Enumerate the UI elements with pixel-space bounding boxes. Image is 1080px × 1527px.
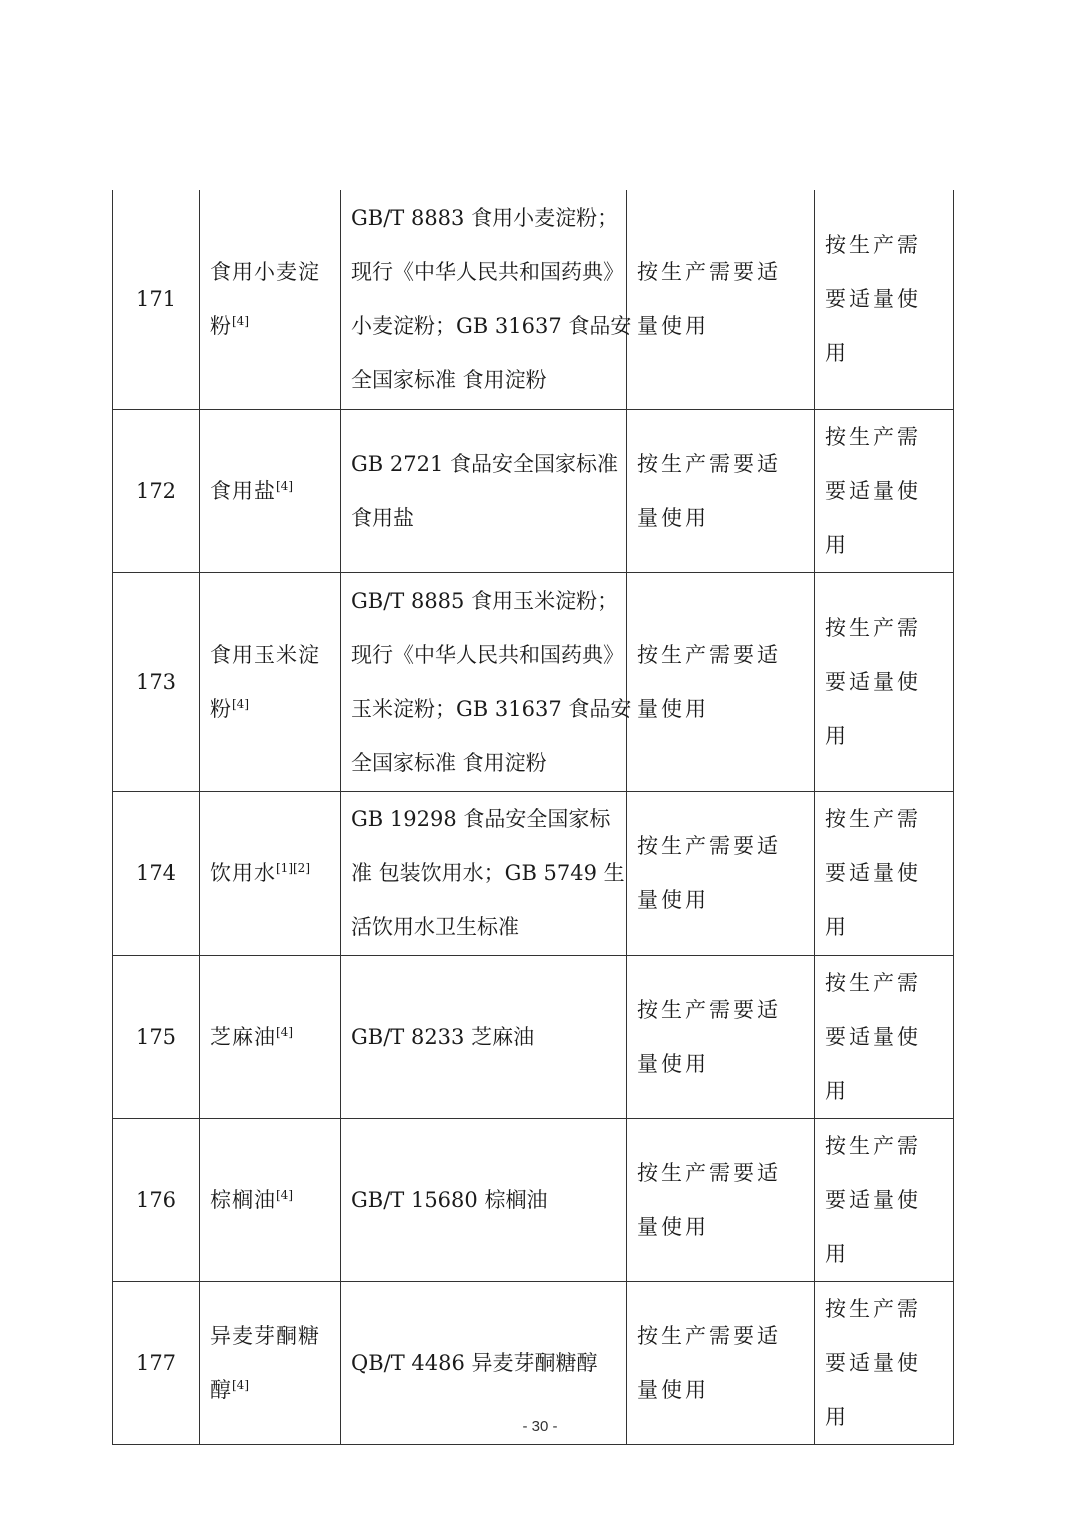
- quality-standard-cell: [341, 572, 632, 791]
- table-body: [113, 190, 954, 1444]
- usage-limit-cell: [627, 190, 815, 409]
- reference-note: [4]: [232, 314, 249, 329]
- usage-limit-cell: [627, 955, 815, 1118]
- quality-standard-line: QB/T 4486 异麦芽酮糖醇: [351, 1350, 598, 1375]
- usage-limit-text: 按生产需要适量使用: [637, 451, 781, 530]
- usage-limit-secondary-cell: [815, 409, 954, 572]
- quality-standard-cell: [341, 791, 627, 955]
- usage-limit-cell: [627, 1118, 815, 1281]
- quality-standard-line: GB/T 8885 食用玉米淀粉；: [351, 588, 619, 613]
- usage-limit-secondary-cell: [815, 190, 954, 409]
- usage-limit-secondary-cell: [815, 791, 954, 955]
- item-name: 饮用水: [210, 861, 276, 885]
- reference-note: [4]: [276, 1187, 293, 1202]
- usage-limit-text: 按生产需要适量使用: [825, 1133, 921, 1266]
- table-row: [113, 955, 954, 1118]
- item-name-cell: [200, 572, 341, 791]
- reference-note: [4]: [276, 478, 293, 493]
- quality-standard-line: 准 包装饮用水；GB 5749 生: [351, 861, 625, 885]
- usage-limit-text: 按生产需要适量使用: [825, 424, 921, 557]
- item-number: 176: [113, 1118, 200, 1281]
- usage-limit-secondary-cell: [815, 572, 954, 791]
- table-row: [113, 190, 954, 409]
- item-name: 棕榈油: [210, 1187, 276, 1212]
- usage-limit-text: 按生产需要适量使用: [637, 1160, 781, 1239]
- item-name-cell: [200, 955, 341, 1118]
- usage-limit-cell: [627, 409, 815, 572]
- page-number: - 30 -: [522, 1418, 558, 1435]
- quality-standard-line: GB 2721 食品安全国家标准: [351, 451, 619, 476]
- quality-standard-line: 活饮用水卫生标准: [351, 915, 519, 939]
- quality-standard-line: GB 19298 食品安全国家标: [351, 807, 611, 831]
- usage-limit-text: 按生产需要适量使用: [825, 233, 921, 366]
- quality-standard-line: 全国家标准 食用淀粉: [351, 368, 547, 393]
- quality-standard-line: 玉米淀粉；GB 31637 食品安: [351, 696, 632, 721]
- quality-standard-cell: [341, 1118, 627, 1281]
- quality-standard-line: GB/T 8233 芝麻油: [351, 1024, 535, 1049]
- quality-standard-cell: [341, 955, 627, 1118]
- usage-limit-text: 按生产需要适量使用: [637, 834, 781, 912]
- item-name-cell: [200, 791, 341, 955]
- usage-limit-text: 按生产需要适量使用: [825, 970, 921, 1103]
- usage-limit-secondary-cell: [815, 955, 954, 1118]
- quality-standard-cell: [341, 190, 632, 409]
- quality-standard-line: 全国家标准 食用淀粉: [351, 750, 547, 775]
- item-number: 171: [113, 190, 200, 409]
- usage-limit-text: 按生产需要适量使用: [637, 642, 781, 721]
- item-name: 芝麻油: [210, 1024, 276, 1049]
- quality-standard-line: 小麦淀粉；GB 31637 食品安: [351, 314, 632, 339]
- item-number: 177: [113, 1281, 200, 1444]
- quality-standard-line: 现行《中华人民共和国药典》: [351, 642, 624, 667]
- item-name-cell: [200, 409, 341, 572]
- quality-standard-cell: [341, 409, 627, 572]
- usage-limit-text: 按生产需要适量使用: [825, 615, 921, 748]
- table-row: [113, 791, 954, 955]
- usage-limit-text: 按生产需要适量使用: [825, 807, 921, 939]
- item-name: 食用玉米淀粉: [210, 642, 320, 721]
- quality-standard-line: 食用盐: [351, 505, 414, 530]
- reference-note: [4]: [232, 1377, 249, 1392]
- usage-limit-text: 按生产需要适量使用: [637, 1323, 781, 1402]
- table-row: [113, 572, 954, 791]
- item-number: 173: [113, 572, 200, 791]
- item-number: 174: [113, 791, 200, 955]
- item-name-cell: [200, 1118, 341, 1281]
- usage-limit-text: 按生产需要适量使用: [637, 260, 781, 339]
- quality-standard-line: GB/T 15680 棕榈油: [351, 1187, 548, 1212]
- item-number: 172: [113, 409, 200, 572]
- usage-limit-secondary-cell: [815, 1118, 954, 1281]
- item-name: 食用盐: [210, 478, 276, 503]
- usage-limit-cell: [627, 572, 815, 791]
- usage-limit-text: 按生产需要适量使用: [825, 1296, 921, 1429]
- table-row: [113, 409, 954, 572]
- item-name: 异麦芽酮糖醇: [210, 1323, 320, 1402]
- quality-standard-line: GB/T 8883 食用小麦淀粉；: [351, 206, 619, 231]
- usage-limit-cell: [627, 791, 815, 955]
- reference-note: [1][2]: [276, 861, 310, 875]
- reference-note: [4]: [276, 1024, 293, 1039]
- item-name-cell: [200, 190, 341, 409]
- usage-limit-text: 按生产需要适量使用: [637, 997, 781, 1076]
- quality-standard-line: 现行《中华人民共和国药典》: [351, 260, 624, 285]
- table-row: [113, 1118, 954, 1281]
- standards-table: [112, 190, 954, 1445]
- reference-note: [4]: [232, 696, 249, 711]
- item-name: 食用小麦淀粉: [210, 260, 320, 339]
- item-number: 175: [113, 955, 200, 1118]
